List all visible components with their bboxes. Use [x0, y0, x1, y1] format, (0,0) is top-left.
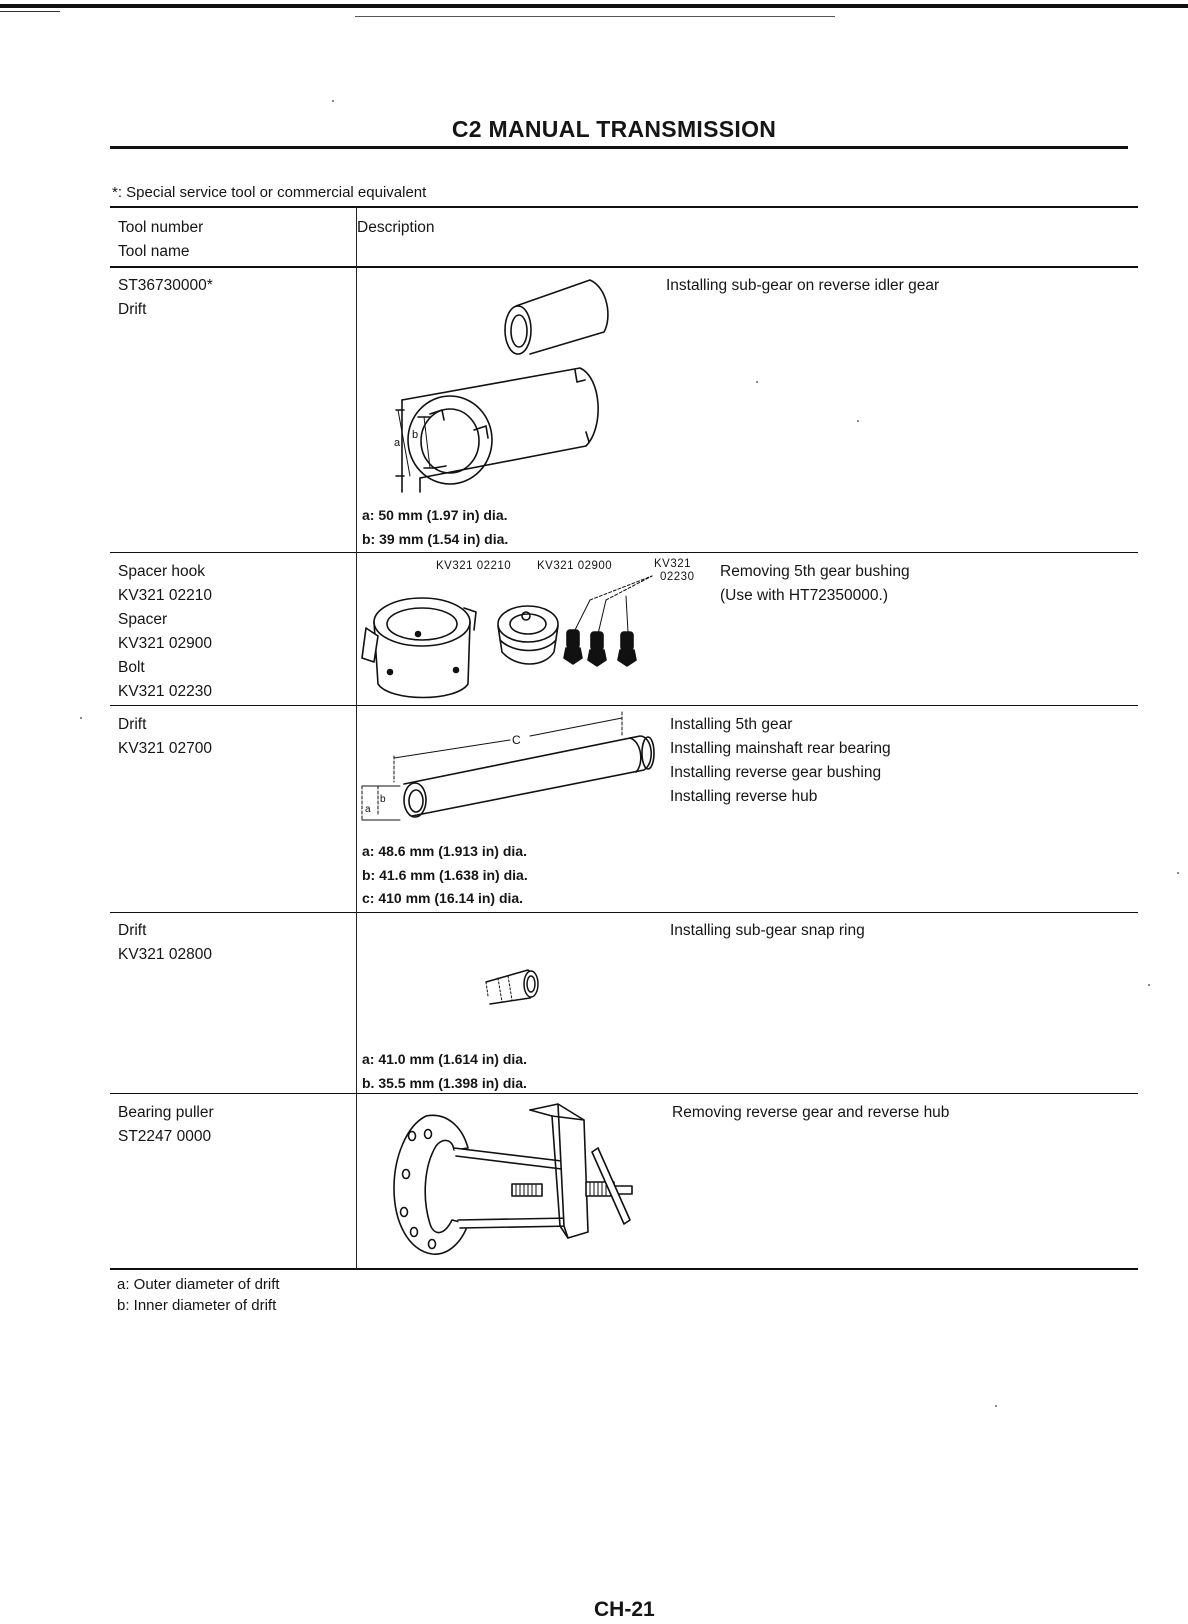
tool-name: Drift [118, 301, 147, 318]
top-border-fragment [0, 11, 60, 12]
tool-number: ST2247 0000 [118, 1128, 212, 1145]
callout-spacer [537, 558, 612, 573]
dimension-a: a: 50 mm (1.97 in) dia. [362, 507, 508, 523]
scan-speck [80, 717, 82, 719]
row-divider [110, 705, 1138, 706]
scan-speck [857, 420, 859, 422]
dimensions-row-4 [362, 1048, 527, 1095]
short-drift-illustration [476, 962, 556, 1012]
description-line: (Use with HT72350000.) [720, 587, 888, 604]
tool-name: Bolt [118, 659, 145, 676]
dimensions-row-1 [362, 504, 508, 551]
header-tool-column [118, 216, 348, 264]
tool-number: KV321 02900 [118, 635, 212, 652]
scan-speck [756, 381, 758, 383]
header-tool-number: Tool number [118, 219, 204, 236]
table-bottom-rule [110, 1268, 1138, 1270]
scan-speck [1148, 984, 1150, 986]
row-divider [110, 552, 1138, 553]
tool-cell-row-1 [118, 274, 348, 322]
description-row-3 [670, 713, 1030, 809]
long-drift-illustration [360, 712, 670, 832]
top-border-rule [0, 4, 1188, 8]
description-row-5 [672, 1101, 1032, 1125]
description-line: Installing sub-gear snap ring [670, 922, 865, 939]
callout-a: a [394, 437, 401, 449]
dimension-b: b: 41.6 mm (1.638 in) dia. [362, 866, 528, 883]
dimensions-row-3 [362, 840, 528, 911]
page-number: CH-21 [594, 1598, 655, 1621]
callout-label: KV321 02900 [537, 560, 613, 572]
row-divider [110, 912, 1138, 913]
footnotes [117, 1274, 280, 1316]
callout-label: KV321 [654, 558, 692, 570]
description-line: Removing reverse gear and reverse hub [672, 1104, 950, 1121]
spacer-hook-bolt-illustration [360, 572, 680, 702]
description-line: Removing 5th gear bushing [720, 563, 910, 580]
description-line: Installing 5th gear [670, 716, 793, 733]
description-line: Installing reverse gear bushing [670, 764, 882, 781]
bearing-puller-illustration [392, 1102, 652, 1262]
scan-speck [995, 1405, 997, 1407]
tool-cell-row-3 [118, 713, 348, 761]
description-line: Installing mainshaft rear bearing [670, 740, 891, 757]
tool-name: Drift [118, 716, 147, 733]
description-row-1 [666, 274, 1026, 298]
header-bottom-rule [110, 266, 1138, 268]
callout-a: a [365, 804, 371, 815]
tool-number: KV321 02210 [118, 587, 212, 604]
callout-spacer-hook [436, 558, 511, 573]
special-tool-note: *: Special service tool or commercial equivalent [112, 184, 427, 201]
tool-number: KV321 02800 [118, 946, 212, 963]
callout-c: C [512, 733, 521, 747]
dimension-b: b: 39 mm (1.54 in) dia. [362, 530, 509, 547]
scan-speck [1177, 872, 1179, 874]
dimension-b: b. 35.5 mm (1.398 in) dia. [362, 1074, 527, 1091]
scan-speck [332, 100, 334, 102]
drift-sleeve-illustration [390, 278, 650, 500]
section-title: C2 MANUAL TRANSMISSION [451, 116, 777, 142]
description-row-4 [670, 919, 1030, 943]
tool-cell-row-2 [118, 560, 348, 704]
footnote-a: a: Outer diameter of drift [117, 1276, 280, 1293]
tool-cell-row-5 [118, 1101, 348, 1149]
description-line: Installing reverse hub [670, 788, 818, 805]
tool-name: Spacer hook [118, 563, 206, 580]
tool-name: Drift [118, 922, 147, 939]
callout-label: KV321 02210 [436, 560, 512, 572]
description-row-2 [720, 560, 1080, 608]
column-divider [356, 207, 357, 1269]
callout-label: 02230 [660, 571, 695, 583]
dimension-a: a: 48.6 mm (1.913 in) dia. [362, 843, 527, 859]
tool-name: Bearing puller [118, 1104, 214, 1121]
header-tool-name: Tool name [118, 243, 190, 260]
callout-b: b [412, 429, 419, 441]
dimension-c: c: 410 mm (16.14 in) dia. [362, 890, 524, 906]
tool-number: KV321 02230 [118, 683, 212, 700]
footnote-b: b: Inner diameter of drift [117, 1297, 277, 1314]
tool-number: ST36730000* [118, 277, 213, 294]
tool-cell-row-4 [118, 919, 348, 967]
table-top-rule [110, 206, 1138, 208]
tool-name: Spacer [118, 611, 168, 628]
top-border-fragment [355, 16, 835, 17]
dimension-a: a: 41.0 mm (1.614 in) dia. [362, 1051, 527, 1067]
tool-number: KV321 02700 [118, 740, 212, 757]
header-description: Description [357, 219, 435, 236]
description-line: Installing sub-gear on reverse idler gear [666, 277, 940, 294]
title-rule [110, 146, 1128, 149]
row-divider [110, 1093, 1138, 1094]
callout-b: b [380, 794, 386, 805]
